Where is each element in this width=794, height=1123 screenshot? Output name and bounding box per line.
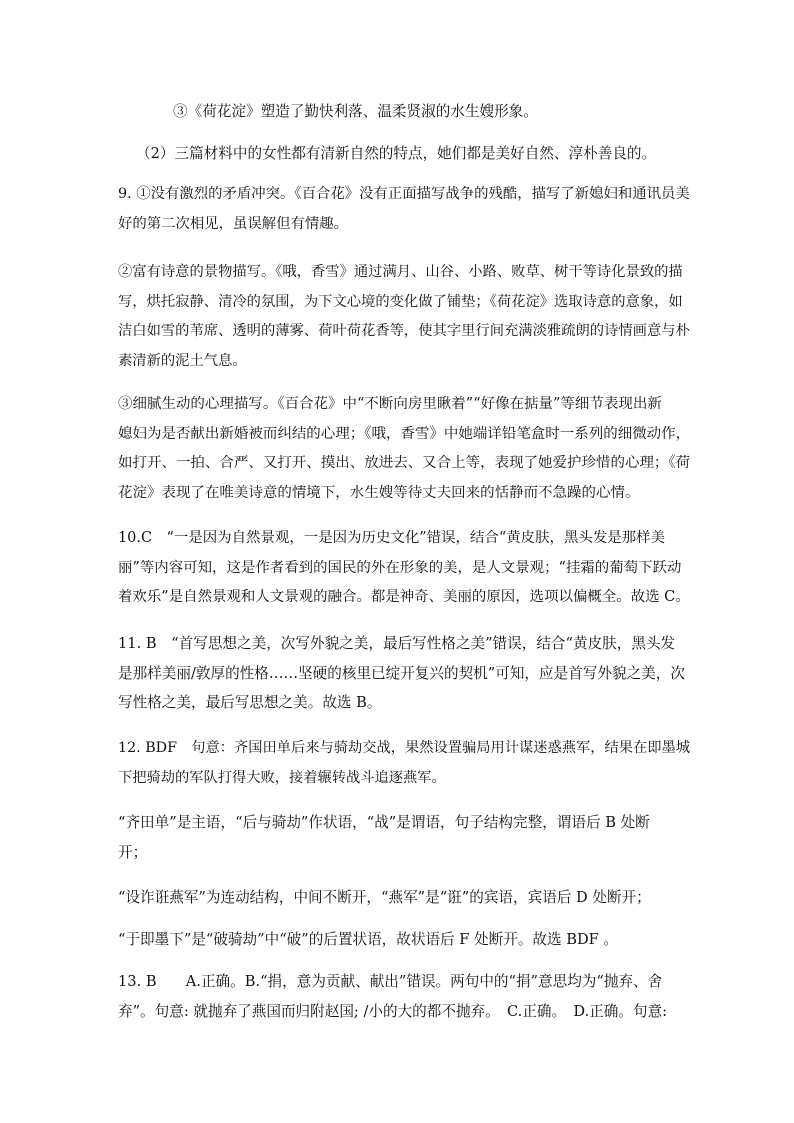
paragraph-question-11 [118,629,685,718]
text-line: （2）三篇材料中的女性都有清新自然的特点，她们都是美好自然、淳朴善良的。 [136,145,657,162]
paragraph-question-12-analysis-2 [118,883,678,913]
text-line: 开； [118,843,148,861]
paragraph-question-8-part-2 [136,139,696,169]
text-line: 花淀》表现了在唯美诗意的情境下，水生嫂等待丈夫回来的恬静而不急躁的心情。 [118,484,640,501]
text-line: 9. ①没有激烈的矛盾冲突。《百合花》没有正面描写战争的残酷，描写了新媳妇和通讯员美 [118,186,690,202]
text-line: 弃”。句意: 就抛弃了燕国而归附赵国; /小的大的都不抛弃。 C.正确。 D.正确。句意: [118,1002,668,1020]
text-line: 媳妇为是否献出新婚被而纠结的心理；《哦，香雪》中她端详铅笔盒时一系列的细微动作， [118,425,691,442]
paragraph-question-9-point-1 [118,180,690,239]
text-line: 10.C “一是因为自然景观，一是因为历史文化”错误，结合“黄皮肤，黑头发是那样美 [118,530,666,546]
paragraph-question-13 [118,967,678,1026]
paragraph-question-9-point-2 [118,258,690,376]
text-line: 洁白如雪的苇席、透明的薄雾、荷叶荷花香等，使其字里行间充满淡雅疏朗的诗情画意与朴 [118,323,690,339]
text-line: 丽”等内容可知，这是作者看到的国民的外在形象的美，是人文景观；“挂霜的葡萄下跃动 [118,559,682,576]
text-line: 是那样美丽/敦厚的性格……坚硬的核里已绽开复兴的契机”可知，应是首写外貌之美，次 [118,664,685,682]
text-line: “齐田单”是主语，“后与骑劫”作状语，“战”是谓语，句子结构完整，谓语后 B 处断 [118,814,650,831]
text-line: ③《荷花淀》塑造了勤快利落、温柔贤淑的水生嫂形象。 [173,103,538,120]
text-line: 如打开、一拍、合严、又打开、摸出、放进去、又合上等，表现了她爱护珍惜的心理；《荷 [118,455,691,471]
text-line: 11. B “首写思想之美，次写外貌之美，最后写性格之美”错误，结合“黄皮肤，黑头发 [118,635,676,652]
text-line: 13. B A.正确。B.“捐，意为贡献、献出”错误。两句中的“捐”意思均为“抛弃、舍 [118,973,663,990]
paragraph-question-10 [118,524,690,613]
text-line: 着欢乐”是自然景观和人文景观的融合。都是神奇、美丽的原因，选项以偏概全。故选 C。 [118,589,690,605]
paragraph-3-point-3 [173,97,733,127]
text-line: ②富有诗意的景物描写。《哦，香雪》通过满月、山谷、小路、败草、树干等诗化景致的描 [118,264,683,280]
paragraph-question-9-point-3 [118,390,691,508]
text-line: “设诈诳燕军”为连动结构，中间不断开，“燕军”是“诳”的宾语，宾语后 D 处断开； [118,889,651,906]
text-line: 写性格之美，最后写思想之美。故选 B。 [118,694,382,711]
paragraph-question-12-analysis-1 [118,808,678,867]
text-line: 素清新的泥土气息。 [118,352,247,369]
text-line: ③细腻生动的心理描写。《百合花》中“不断向房里瞅着”“好像在掂量”等细节表现出新 [118,396,662,412]
paragraph-question-12-analysis-3 [118,925,678,955]
text-line: 12. BDF 句意：齐国田单后来与骑劫交战，果然设置骗局用计谋迷惑燕军，结果在即墨城 [118,740,690,756]
text-line: 下把骑劫的军队打得大败，接着辗转战斗追逐燕军。 [118,769,446,786]
text-line: 好的第二次相见，虽误解但有情趣。 [118,215,348,232]
text-line: “于即墨下”是“破骑劫”中“破”的后置状语，故状语后 F 处断开。故选 BDF 。 [118,931,619,948]
paragraph-question-12 [118,734,690,793]
text-line: 写，烘托寂静、清冷的氛围，为下文心境的变化做了铺垫；《荷花淀》选取诗意的意象，如 [118,293,683,310]
